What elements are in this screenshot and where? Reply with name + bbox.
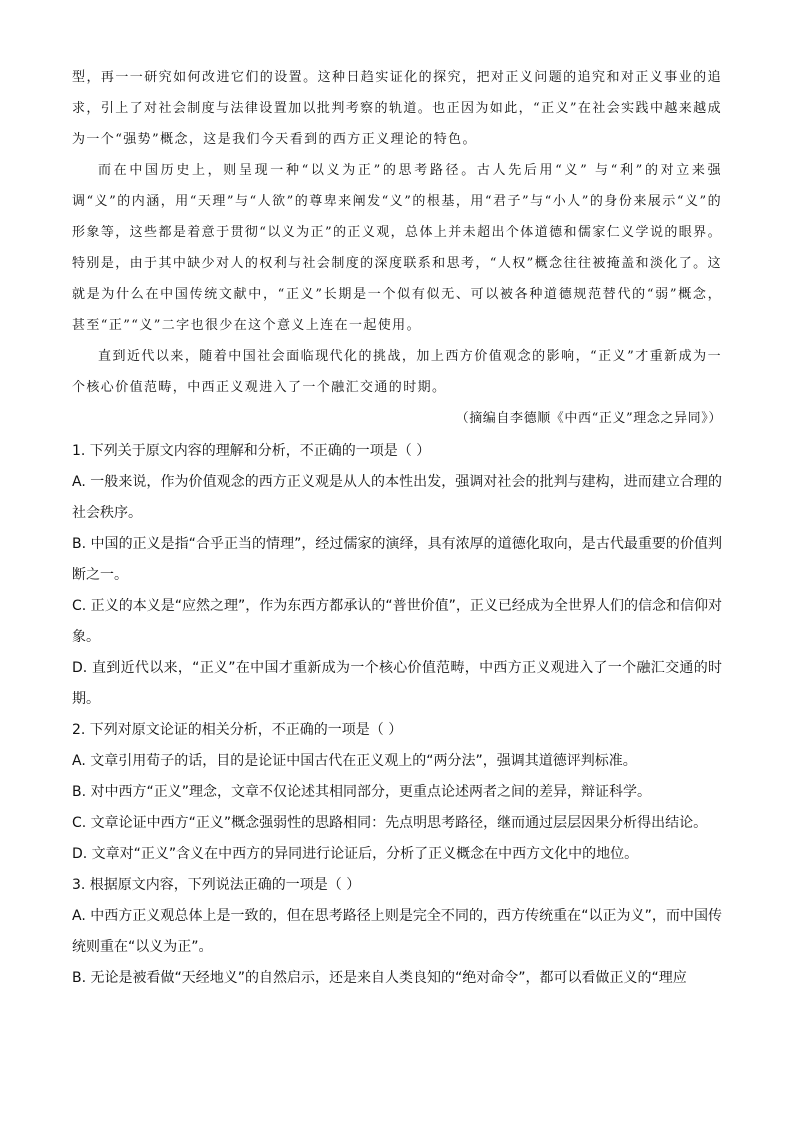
question-2-option-d: D. 文章对“正义”含义在中西方的异同进行论证后，分析了正义概念在中西方文化中的地位。 [72, 846, 639, 862]
passage-paragraph-1: 型，再一一研究如何改进它们的设置。这种日趋实证化的探究，把对正义问题的追究和对正义事业的追求，引上了对社会制度与法律设置加以批判考察的轨道。也正因为如此，“正义”在社会实践中越来越成为一个“强势”概念，这是我们今天看到的西方正义理论的特色。 [72, 70, 722, 147]
passage-paragraph-3: 直到近代以来，随着中国社会面临现代化的挑战，加上西方价值观念的影响，“正义”才重新成为一个核心价值范畴，中西正义观进入了一个融汇交通的时期。 [72, 349, 722, 395]
question-3-option-a: A. 中西方正义观总体上是一致的，但在思考路径上则是完全不同的，西方传统重在“以正为义”，而中国传统则重在“以义为正”。 [72, 908, 722, 955]
question-2-option-c: C. 文章论证中西方“正义”概念强弱性的思路相同：先点明思考路径，继而通过层层因果分析得出结论。 [72, 815, 708, 831]
question-2-option-a: A. 文章引用荀子的话，目的是论证中国古代在正义观上的“两分法”，强调其道德评判标准。 [72, 753, 637, 769]
question-2-stem: 2. 下列对原文论证的相关分析，不正确的一项是（ ） [72, 722, 403, 738]
question-list [72, 436, 722, 994]
passage-source-citation: （摘编自李德顺《中西“正义”理念之异同》） [455, 411, 722, 426]
question-1-stem: 1. 下列关于原文内容的理解和分析，不正确的一项是（ ） [72, 443, 431, 459]
question-1-option-c: C. 正义的本义是“应然之理”，作为东西方都承认的“普世价值”，正义已经成为全世界人们的信念和信仰对象。 [72, 598, 722, 645]
question-3-stem: 3. 根据原文内容，下列说法正确的一项是（ ） [72, 877, 361, 893]
question-2-option-b: B. 对中西方“正义”理念，文章不仅论述其相同部分，更重点论述两者之间的差异，辩证科学。 [72, 784, 652, 800]
question-1-option-b: B. 中国的正义是指“合乎正当的情理”，经过儒家的演绎，具有浓厚的道德化取向，是古代最重要的价值判断之一。 [72, 536, 722, 583]
passage-paragraph-2: 而在中国历史上，则呈现一种“以义为正”的思考路径。古人先后用“义” 与“利”的对立来强调“义”的内涵，用“天理”与“人欲”的尊卑来阐发“义”的根基，用“君子”与“小人”的身份来展示“义”的形象等，这些都是着意于贯彻“以义为正”的正义观，总体上并未超出个体道德和儒家仁义学说的眼界。特别是，由于其中缺少对人的权利与社会制度的深度联系和思考，“人权”概念往往被掩盖和淡化了。这就是为什么在中国传统文献中，“正义”长期是一个似有似无、可以被各种道德规范替代的“弱”概念，甚至“正”“义”二字也很少在这个意义上连在一起使用。 [72, 163, 722, 333]
question-3-option-b: B. 无论是被看做“天经地义”的自然启示，还是来自人类良知的“绝对命令”，都可以看做正义的“理应 [72, 970, 687, 986]
question-1-option-a: A. 一般来说，作为价值观念的西方正义观是从人的本性出发，强调对社会的批判与建构，进而建立合理的社会秩序。 [72, 474, 722, 521]
reading-passage [72, 62, 722, 434]
question-1-option-d: D. 直到近代以来，“正义”在中国才重新成为一个核心价值范畴，中西方正义观进入了一个融汇交通的时期。 [72, 660, 722, 707]
